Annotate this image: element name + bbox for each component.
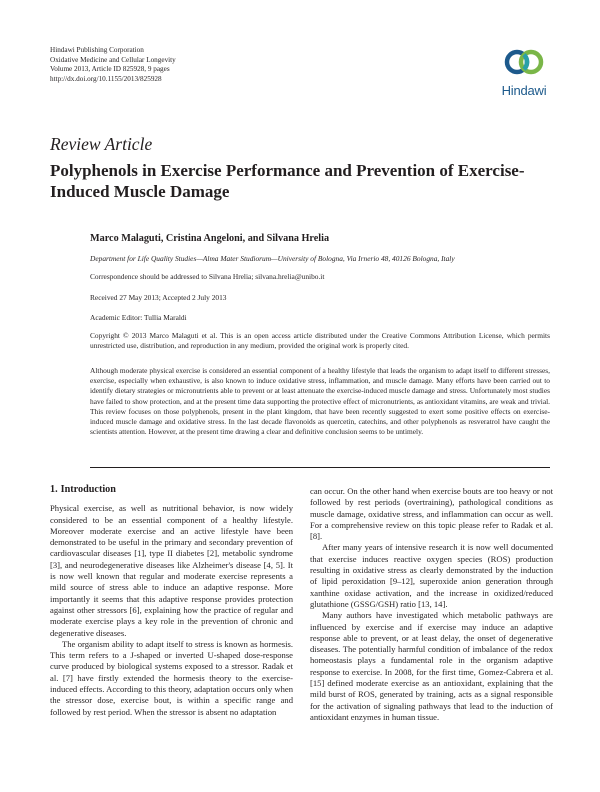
academic-editor: Academic Editor: Tullia Maraldi bbox=[90, 313, 187, 322]
publisher-line: Hindawi Publishing Corporation bbox=[50, 46, 144, 54]
volume-info: Volume 2013, Article ID 825928, 9 pages bbox=[50, 65, 170, 74]
copyright-notice: Copyright © 2013 Marco Malaguti et al. This is an open access article distributed under the Creative Commons Attribution License, which permits unrestricted use, distribution, and reproduction in any medium, provided the original work is properly cited. bbox=[90, 331, 550, 351]
doi-link[interactable]: http://dx.doi.org/10.1155/2013/825928 bbox=[50, 74, 162, 83]
journal-header bbox=[50, 46, 176, 84]
section-heading bbox=[50, 484, 293, 495]
body-paragraph: The organism ability to adapt itself to stress is known as hormesis. This term refers to a J-shaped or inverted U-shaped dose-response curve produced by biological systems exposed to a stressor. Radak et al. [7] have firstly extended the hormesis theory to the exercise-induced effects. According to this theory, adaptation occurs only when the stressor dose, exercise bout, is within a specific range and followed by rest period. When the stressor is absent no adaptation bbox=[50, 638, 293, 717]
hindawi-rings-icon bbox=[503, 44, 545, 84]
body-paragraph: Many authors have investigated which metabolic pathways are influenced by exercise and if exercise may induce an adaptive response able to prevent, or at least delay, the onset of degenerative diseases. The potentially harmful condition of imbalance of the redox homeostasis plays a fundamental role in the organism adaptive response to exercise. In 2008, for the first time, Gomez-Cabrera et al. [15] defined moderate exercise as an antioxidant, explaining that the mild burst of ROS, generated by training, acts as a signal responsible for the activation of signaling pathways that lead to the induction of antioxidant enzymes in human tissue. bbox=[310, 610, 553, 722]
logo-wordmark: Hindawi bbox=[501, 83, 547, 98]
section-number: 1. bbox=[50, 484, 58, 495]
journal-name: Oxidative Medicine and Cellular Longevity bbox=[50, 55, 176, 64]
abstract-divider bbox=[90, 467, 550, 468]
body-paragraph: After many years of intensive research it is now well documented that exercise induces reactive oxygen species (ROS) production resulting in oxidative stress as clearly demonstrated by the induction of lipid peroxidation [9–12], superoxide anion generation through xanthine oxidase activation, and the increase in oxidized/reduced glutathione (GSSG/GSH) ratio [13, 14]. bbox=[310, 542, 553, 609]
body-paragraph: can occur. On the other hand when exercise bouts are too heavy or not followed by rest periods (overtraining), pathological conditions as muscle damage, oxidative stress, and inflammation can occur as well. For a comprehensive review on this topic please refer to Radak et al. [8]. bbox=[310, 486, 553, 542]
left-column bbox=[50, 484, 293, 718]
body-paragraph: Physical exercise, as well as nutritional behavior, is now widely considered to be an essential component of a healthy lifestyle. Moreover moderate exercise and an active lifestyle have been demonstrated to be useful in the primary and secondary prevention of cardiovascular diseases [1], type II diabetes [2], metabolic syndrome [3], and neurodegenerative diseases like Alzheimer's disease [4, 5]. It is now well known that regular and moderate exercise represents a mild source of stress able to induce an adaptive response. More importantly it seems that this adaptive response provides protection against other stressors [6], explaining how the practice of regular and moderate exercise plays a key role in the prevention of chronic and degenerative diseases. bbox=[50, 503, 293, 638]
abstract: Although moderate physical exercise is considered an essential component of a healthy lifestyle that leads the organism to adapt itself to different stresses, exercise, especially when exhaustive, is also known to induce oxidative stress, inflammation, and muscle damage. Many efforts have been carried out to identify dietary strategies or micronutrients able to prevent or at least attenuate the exercise-induced muscle damage and stress. Unfortunately most studies have failed to show protection, and at the present time data supporting the protective effect of micronutrients, as antioxidant vitamins, are weak and trivial. This review focuses on those polyphenols, present in the plant kingdom, that have been recently suggested to exert some positive effects on exercise-induced muscle damage and oxidative stress. In the last decade flavonoids as quercetin, catechins, and other polyphenols as resveratrol have caught the scientists attention. However, at the present time drawing a clear and definitive conclusion seems to be untimely. bbox=[90, 366, 550, 437]
section-title: Introduction bbox=[60, 484, 116, 495]
right-column bbox=[310, 486, 553, 723]
article-title: Polyphenols in Exercise Performance and Prevention of Exercise-Induced Muscle Damage bbox=[50, 161, 525, 201]
author-list: Marco Malaguti, Cristina Angeloni, and Silvana Hrelia bbox=[90, 233, 330, 244]
article-type: Review Article bbox=[50, 134, 153, 154]
affiliation: Department for Life Quality Studies—Alma Mater Studiorum—University of Bologna, Via Irnerio 48, 40126 Bologna, Italy bbox=[90, 254, 455, 263]
correspondence: Correspondence should be addressed to Silvana Hrelia; silvana.hrelia@unibo.it bbox=[90, 272, 325, 281]
received-dates: Received 27 May 2013; Accepted 2 July 2013 bbox=[90, 293, 227, 302]
hindawi-logo bbox=[494, 44, 554, 106]
